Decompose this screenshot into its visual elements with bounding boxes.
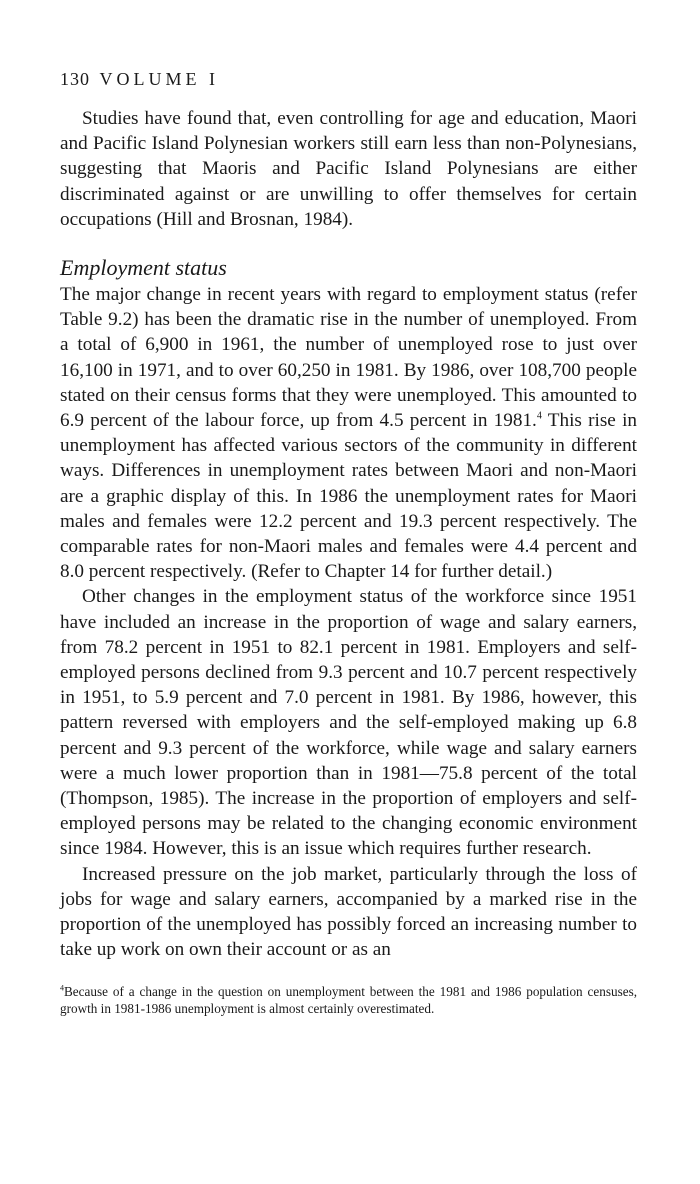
paragraph-text-continued: This rise in unemployment has affected various sectors of the community in different ways. Differences in unemployment rates between Maori and non-Maori are a graphic display of this. In 1986 the unemployment rates for Maori males and females were 12.2 percent and 19.3 percent respectively. The comparable rates for non-Maori males and females were 4.4 percent and 8.0 percent respectively. (Refer to Chapter 14 for further detail.)	[60, 410, 637, 583]
footnote	[60, 983, 637, 1018]
page-number: 130	[60, 69, 90, 89]
running-head	[60, 66, 637, 92]
intro-paragraph: Studies have found that, even controlling for age and education, Maori and Pacific Island Polynesian workers still earn less than non-Polynesians, suggesting that Maoris and Pacific Island Polynesians are either discriminated against or are unwilling to offer themselves for certain occupations (Hill and Brosnan, 1984).	[60, 108, 637, 230]
employment-paragraph-1	[60, 282, 637, 584]
employment-paragraph-2: Other changes in the employment status of the workforce since 1951 have included an increase in the proportion of wage and salary earners, from 78.2 percent in 1951 to 82.1 percent in 1981. Employers and self-employed persons declined from 9.3 percent and 10.7 percent respectively in 1951, to 5.9 percent and 7.0 percent in 1981. By 1986, however, this pattern reversed with employers and the self-employed making up 6.8 percent and 9.3 percent of the workforce, while wage and salary earners were a much lower proportion than in 1981—75.8 percent of the total (Thompson, 1985). The increase in the proportion of employers and self-employed persons may be related to the changing economic environment since 1984. However, this is an issue which requires further research.	[60, 586, 637, 860]
section-heading: Employment status	[60, 255, 227, 281]
book-page	[60, 66, 637, 1017]
volume-label: VOLUME I	[99, 69, 219, 89]
footnote-reference[interactable]: 4	[536, 410, 542, 422]
paragraph-text: The major change in recent years with regard to employment status (refer Table 9.2) has been the dramatic rise in the number of unemployed. From a total of 6,900 in 1961, the number of unemployed rose to just over 16,100 in 1971, and to over 60,250 in 1981. By 1986, over 108,700 people stated on their census forms that they were unemployed. This amounted to 6.9 percent of the labour force, up from 4.5 percent in 1981.	[60, 284, 637, 432]
footnote-text: Because of a change in the question on unemployment between the 1981 and 1986 population censuses, growth in 1981-1986 unemployment is almost certainly overestimated.	[60, 983, 637, 1016]
employment-paragraph-3: Increased pressure on the job market, particularly through the loss of jobs for wage and salary earners, accompanied by a marked rise in the proportion of the unemployed has possibly forced an increasing number to take up work on own their account or as an	[60, 863, 637, 961]
footnote-marker: 4	[60, 983, 64, 993]
